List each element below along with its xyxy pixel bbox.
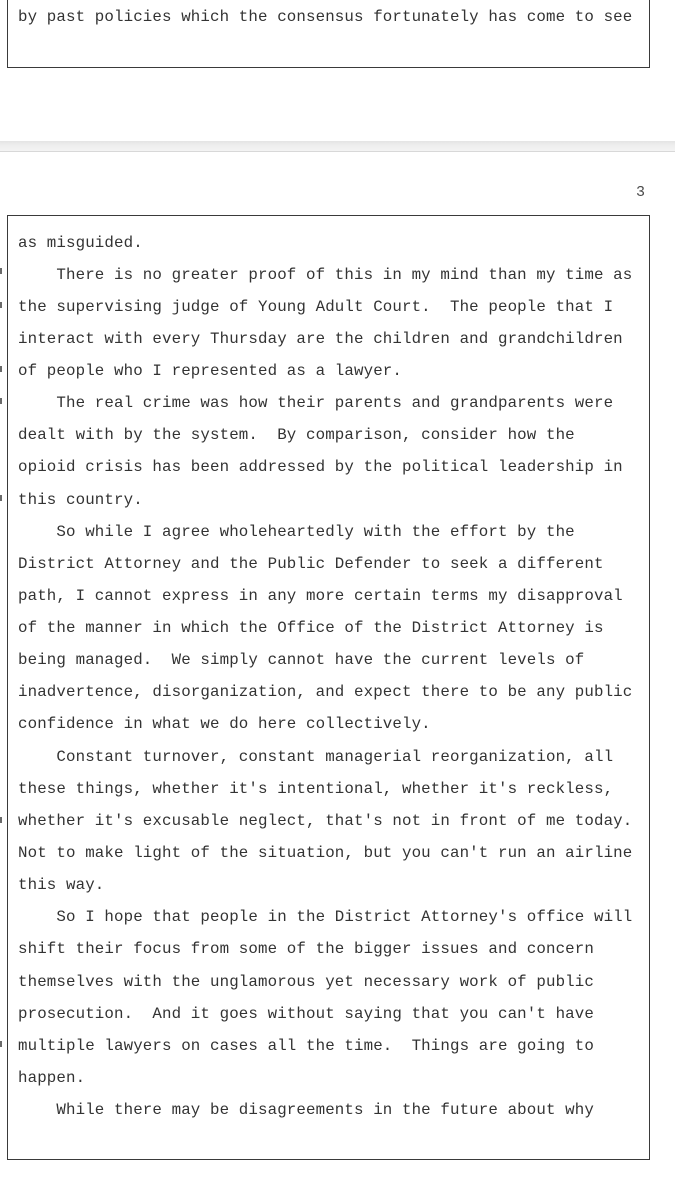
transcript-line: this way. — [18, 876, 105, 894]
transcript-line: inadvertence, disorganization, and expect there to be any public — [18, 683, 633, 701]
transcript-line: this country. — [18, 491, 143, 509]
margin-line-tick — [0, 495, 2, 501]
transcript-line: these things, whether it's intentional, whether it's reckless, — [18, 780, 614, 798]
transcript-line: of people who I represented as a lawyer. — [18, 362, 402, 380]
transcript-line: So I hope that people in the District Attorney's office will — [18, 908, 633, 926]
transcript-line: prosecution. And it goes without saying that you can't have — [18, 1005, 594, 1023]
margin-line-tick — [0, 398, 2, 404]
margin-line-tick — [0, 1041, 2, 1047]
transcript-line: path, I cannot express in any more certain terms my disapproval — [18, 587, 623, 605]
transcript-page — [7, 215, 650, 1160]
margin-line-tick — [0, 817, 2, 823]
transcript-line: themselves with the unglamorous yet necessary work of public — [18, 973, 594, 991]
transcript-line: whether it's excusable neglect, that's not in front of me today. — [18, 812, 633, 830]
transcript-line: Constant turnover, constant managerial reorganization, all — [18, 748, 614, 766]
transcript-line: being managed. We simply cannot have the current levels of — [18, 651, 585, 669]
transcript-line: The real crime was how their parents and grandparents were — [18, 394, 614, 412]
transcript-line: of the manner in which the Office of the District Attorney is — [18, 619, 604, 637]
transcript-line: District Attorney and the Public Defender to seek a different — [18, 555, 604, 573]
transcript-line: While there may be disagreements in the future about why — [18, 1101, 594, 1119]
transcript-line: interact with every Thursday are the children and grandchildren — [18, 330, 623, 348]
page-number: 3 — [635, 184, 645, 201]
page-separator — [0, 141, 675, 152]
margin-line-tick — [0, 366, 2, 372]
transcript-line: as misguided. — [18, 234, 143, 252]
margin-line-tick — [0, 268, 2, 274]
transcript-line: opioid crisis has been addressed by the political leadership in — [18, 458, 623, 476]
previous-page-frame — [7, 0, 650, 68]
transcript-line: multiple lawyers on cases all the time. Things are going to — [18, 1037, 594, 1055]
transcript-line: the supervising judge of Young Adult Court. The people that I — [18, 298, 614, 316]
transcript-line: shift their focus from some of the bigger issues and concern — [18, 940, 594, 958]
transcript-line: So while I agree wholeheartedly with the effort by the — [18, 523, 575, 541]
transcript-line: confidence in what we do here collectively. — [18, 715, 431, 733]
transcript-line: happen. — [18, 1069, 86, 1087]
transcript-line: Not to make light of the situation, but you can't run an airline — [18, 844, 633, 862]
previous-page-line: by past policies which the consensus fortunately has come to see — [18, 8, 633, 26]
transcript-line: dealt with by the system. By comparison, consider how the — [18, 426, 575, 444]
margin-line-tick — [0, 302, 2, 308]
transcript-line: There is no greater proof of this in my mind than my time as — [18, 266, 633, 284]
